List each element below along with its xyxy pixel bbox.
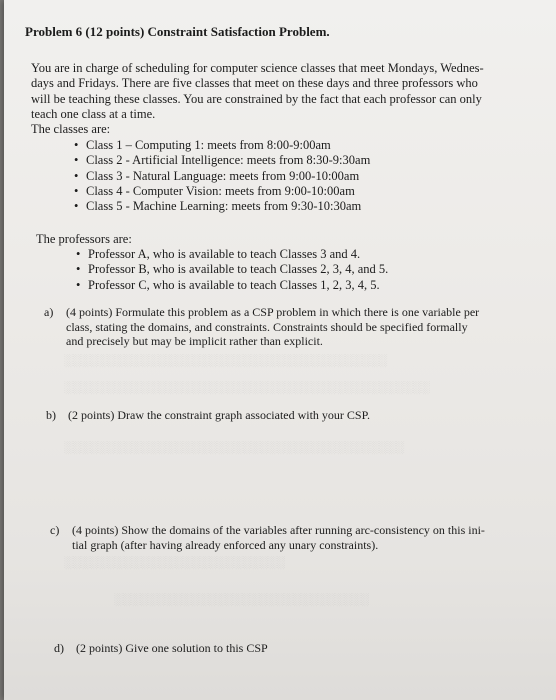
intro-line: You are in charge of scheduling for computer science classes that meet Mondays, Wednes- bbox=[31, 61, 484, 75]
part-a-label: a) bbox=[44, 305, 54, 319]
show-through-text: ░░░░░░░░░░░░░░░░░░░░░░░░░░ bbox=[64, 555, 286, 569]
part-b-text: (2 points) Draw the constraint graph associated with your CSP. bbox=[68, 408, 370, 422]
part-d-label: d) bbox=[54, 641, 64, 655]
class-item: • Class 1 – Computing 1: meets from 8:00-9:00am bbox=[74, 138, 370, 153]
part-c-text: tial graph (after having already enforced any unary constraints). bbox=[72, 537, 379, 552]
part-c-text: (4 points) Show the domains of the variables after running arc-consistency on this ini- bbox=[72, 523, 485, 537]
classes-list bbox=[74, 138, 370, 214]
show-through-text: ░░░░░░░░░░░░░░░░░░░░░░░░░░░░░░░░░░░░░░ bbox=[64, 353, 388, 367]
problem-intro bbox=[31, 61, 484, 137]
intro-line: teach one class at a time. bbox=[31, 106, 156, 121]
show-through-text: ░░░░░░░░░░░░░░░░░░░░░░░░░░░░░░░░░░░░░░░░ bbox=[64, 440, 405, 454]
problem-title: Problem 6 (12 points) Constraint Satisfaction Problem. bbox=[25, 24, 330, 39]
class-item: • Class 4 - Computer Vision: meets from 9:00-10:00am bbox=[74, 184, 370, 199]
intro-line: will be teaching these classes. You are constrained by the fact that each professor can only bbox=[31, 91, 482, 106]
professors-list bbox=[76, 247, 388, 293]
part-b-label: b) bbox=[46, 408, 56, 422]
part-a-text: (4 points) Formulate this problem as a CSP problem in which there is one variable per bbox=[66, 305, 480, 319]
professor-item: • Professor A, who is available to teach Classes 3 and 4. bbox=[76, 247, 388, 262]
paper-sheet bbox=[4, 0, 556, 700]
part-c bbox=[50, 523, 485, 552]
class-item: • Class 2 - Artificial Intelligence: meets from 8:30-9:30am bbox=[74, 153, 370, 168]
show-through-text: ░░░░░░░░░░░░░░░░░░░░░░░░░░░░░░░░░░░░░░░░░░░ bbox=[64, 380, 430, 394]
professors-heading: The professors are: bbox=[36, 232, 132, 246]
part-d-text: (2 points) Give one solution to this CSP bbox=[76, 641, 268, 655]
class-item: • Class 3 - Natural Language: meets from 9:00-10:00am bbox=[74, 169, 370, 184]
professor-item: • Professor B, who is available to teach Classes 2, 3, 4, and 5. bbox=[76, 262, 388, 277]
professor-item: • Professor C, who is available to teach Classes 1, 2, 3, 4, 5. bbox=[76, 278, 388, 293]
part-a bbox=[44, 305, 479, 349]
part-b bbox=[46, 408, 370, 423]
classes-heading: The classes are: bbox=[31, 122, 111, 137]
intro-line: days and Fridays. There are five classes that meet on these days and three professors who bbox=[31, 76, 478, 91]
part-d bbox=[54, 641, 268, 656]
class-item: • Class 5 - Machine Learning: meets from 9:30-10:30am bbox=[74, 199, 370, 214]
show-through-text: ░░░░░░░░░░░░░░░░░░░░░░░░░░░░░░ bbox=[114, 592, 370, 606]
part-c-label: c) bbox=[50, 523, 60, 537]
part-a-text: class, stating the domains, and constraints. Constraints should be specified formally bbox=[66, 319, 468, 334]
part-a-text: and precisely but may be implicit rather than explicit. bbox=[66, 334, 323, 348]
